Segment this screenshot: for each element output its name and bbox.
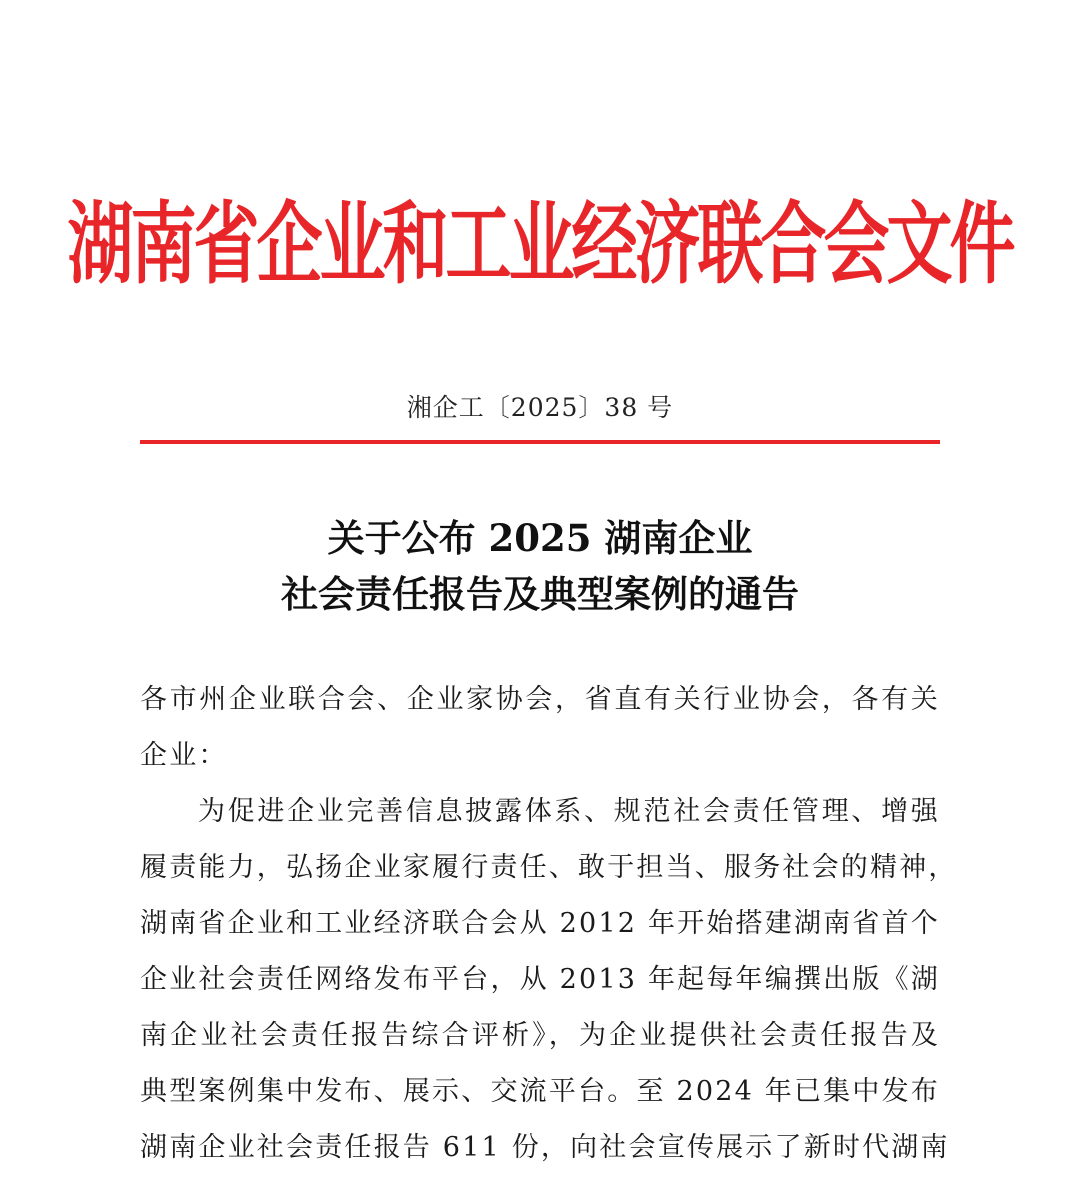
paragraph-line: 履责能力，弘扬企业家履行责任、敢于担当、服务社会的精神，	[140, 852, 958, 883]
salutation-line-1: 各市州企业联合会、企业家协会，省直有关行业协会，各有关	[140, 684, 940, 715]
salutation-line-2: 企业：	[140, 740, 228, 771]
paragraph-line: 典型案例集中发布、展示、交流平台。至 2024 年已集中发布	[140, 1076, 940, 1107]
paragraph-line: 南企业社会责任报告综合评析》，为企业提供社会责任报告及	[140, 1020, 940, 1051]
masthead-title: 湖南省企业和工业经济联合会文件	[67, 192, 1013, 297]
paragraph-line: 为促进企业完善信息披露体系、规范社会责任管理、增强	[198, 796, 940, 827]
document-number: 湘企工〔2025〕38 号	[406, 393, 674, 422]
notice-title-line-1: 关于公布 2025 湖南企业	[327, 516, 753, 560]
paragraph-line: 湖南省企业和工业经济联合会从 2012 年开始搭建湖南省首个	[140, 908, 940, 939]
paragraph-line: 湖南企业社会责任报告 611 份，向社会宣传展示了新时代湖南	[140, 1132, 950, 1163]
paragraph-line: 企业社会责任网络发布平台，从 2013 年起每年编撰出版《湖	[140, 964, 940, 995]
notice-title-line-2: 社会责任报告及典型案例的通告	[281, 572, 799, 616]
red-divider-line	[140, 440, 940, 444]
